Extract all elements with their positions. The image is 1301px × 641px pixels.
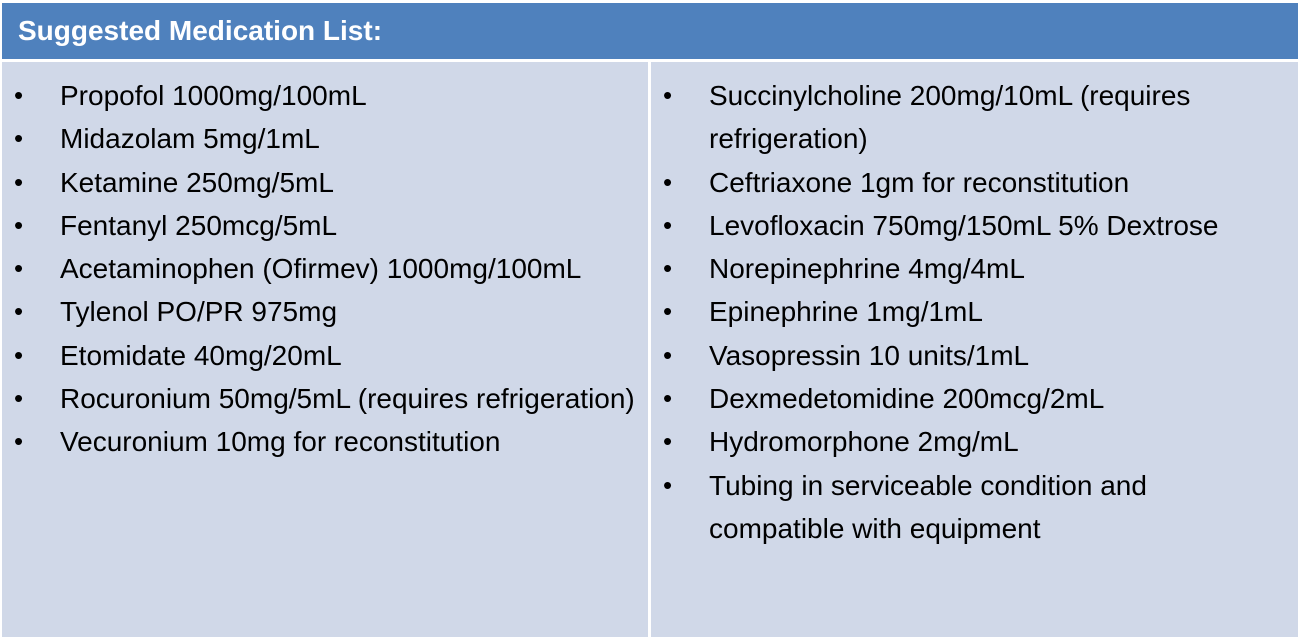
- left-column: [2, 62, 648, 637]
- list-item-text: Tylenol PO/PR 975mg: [60, 296, 338, 328]
- list-item: [2, 117, 648, 160]
- bullet-icon: •: [14, 80, 24, 110]
- list-item: [2, 377, 648, 420]
- list-item: [2, 74, 648, 117]
- right-medication-list: [651, 74, 1298, 550]
- list-item-text: Hydromorphone 2mg/mL: [709, 426, 1019, 458]
- list-item: [651, 377, 1298, 420]
- list-item-text: Ceftriaxone 1gm for reconstitution: [709, 166, 1130, 198]
- list-item: [651, 74, 1298, 161]
- list-item: [2, 247, 648, 290]
- list-item: [651, 204, 1298, 247]
- bullet-icon: •: [663, 209, 673, 240]
- bullet-icon: •: [14, 166, 24, 197]
- list-item: [651, 161, 1298, 204]
- bullet-icon: •: [663, 80, 673, 110]
- list-item: [651, 334, 1298, 377]
- bullet-icon: •: [14, 339, 24, 370]
- list-item-text: Ketamine 250mg/5mL: [60, 166, 334, 198]
- list-item-text: Propofol 1000mg/100mL: [60, 80, 367, 111]
- bullet-icon: •: [14, 253, 24, 284]
- header-title: Suggested Medication List:: [18, 15, 383, 46]
- list-item-text: Norepinephrine 4mg/4mL: [709, 253, 1025, 285]
- bullet-icon: •: [663, 426, 673, 457]
- list-item-text: Vasopressin 10 units/1mL: [709, 339, 1030, 371]
- bullet-icon: •: [14, 383, 24, 414]
- list-item: [2, 204, 648, 247]
- bullet-icon: •: [663, 166, 673, 197]
- bullet-icon: •: [14, 123, 24, 154]
- list-item-text: Succinylcholine 200mg/10mL (requires refrigeration): [709, 80, 1191, 155]
- bullet-icon: •: [14, 426, 24, 457]
- list-item: [2, 161, 648, 204]
- table-header: [2, 3, 1298, 59]
- list-item: [2, 334, 648, 377]
- bullet-icon: •: [663, 296, 673, 327]
- list-item: [651, 290, 1298, 333]
- left-medication-list: [2, 74, 648, 464]
- bullet-icon: •: [663, 383, 673, 414]
- list-item: [2, 290, 648, 333]
- list-item-text: Etomidate 40mg/20mL: [60, 339, 342, 371]
- list-item: [651, 247, 1298, 290]
- medication-table: [2, 3, 1298, 637]
- list-item-text: Tubing in serviceable condition and compatible with equipment: [709, 469, 1147, 544]
- list-item-text: Levofloxacin 750mg/150mL 5% Dextrose: [709, 209, 1219, 241]
- list-item-text: Midazolam 5mg/1mL: [60, 123, 320, 155]
- bullet-icon: •: [663, 253, 673, 284]
- list-item-text: Epinephrine 1mg/1mL: [709, 296, 983, 328]
- bullet-icon: •: [663, 469, 673, 500]
- list-item-text: Rocuronium 50mg/5mL (requires refrigeration): [60, 383, 635, 415]
- list-item: [2, 420, 648, 463]
- right-column: [651, 62, 1298, 637]
- bullet-icon: •: [14, 296, 24, 327]
- list-item-text: Dexmedetomidine 200mcg/2mL: [709, 383, 1105, 415]
- list-item-text: Fentanyl 250mcg/5mL: [60, 209, 338, 241]
- list-item-text: Acetaminophen (Ofirmev) 1000mg/100mL: [60, 253, 582, 285]
- list-item: [651, 420, 1298, 463]
- list-item: [651, 464, 1298, 551]
- bullet-icon: •: [663, 339, 673, 370]
- bullet-icon: •: [14, 209, 24, 240]
- list-item-text: Vecuronium 10mg for reconstitution: [60, 426, 501, 458]
